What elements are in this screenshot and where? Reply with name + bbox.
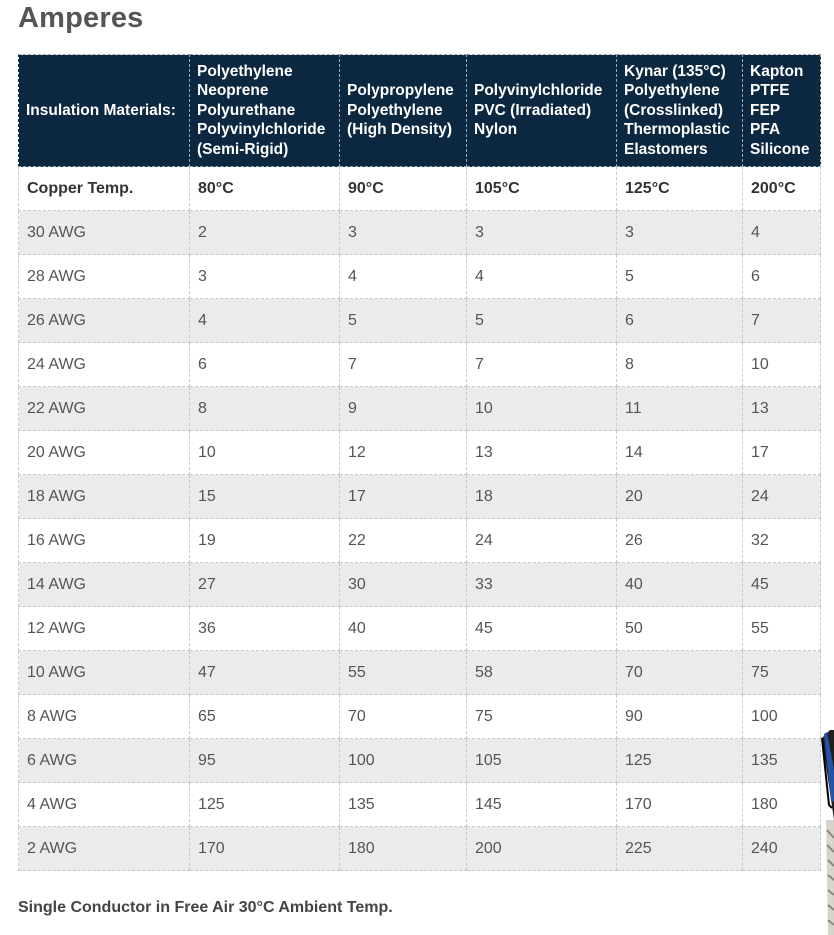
ampacity-cell: 22 (340, 519, 467, 563)
table-row (19, 519, 821, 563)
ampacity-cell: 10 (190, 431, 340, 475)
column-header-line: Polyethylene (197, 62, 293, 80)
ampacity-cell: 4 (467, 255, 617, 299)
wire-gauge-cell: 4 AWG (19, 783, 190, 827)
table-row (19, 343, 821, 387)
ampacity-cell: 33 (467, 563, 617, 607)
column-header (190, 55, 340, 167)
ampacity-cell: 13 (743, 387, 821, 431)
column-header-line: PTFE (750, 82, 790, 100)
copper-temp-value: 105°C (467, 167, 617, 211)
copper-temp-value: 80°C (190, 167, 340, 211)
ampacity-cell: 3 (617, 211, 743, 255)
table-row (19, 255, 821, 299)
column-header-line: Elastomers (624, 140, 708, 158)
ampacity-cell: 125 (190, 783, 340, 827)
ampacity-cell: 55 (340, 651, 467, 695)
ampacity-cell: 40 (617, 563, 743, 607)
copper-temp-value: 125°C (617, 167, 743, 211)
ampacity-cell: 70 (340, 695, 467, 739)
ampacity-cell: 125 (617, 739, 743, 783)
ampacity-cell: 55 (743, 607, 821, 651)
table-row (19, 739, 821, 783)
column-header-line: Neoprene (197, 82, 269, 100)
ampacity-cell: 8 (617, 343, 743, 387)
copper-temp-row (19, 167, 821, 211)
copper-temp-label: Copper Temp. (19, 167, 190, 211)
ampacity-cell: 170 (617, 783, 743, 827)
ampacity-cell: 3 (190, 255, 340, 299)
column-header-line: Polyvinylchloride (474, 82, 603, 100)
ampacity-cell: 20 (617, 475, 743, 519)
ampacity-cell: 36 (190, 607, 340, 651)
ampacity-cell: 17 (743, 431, 821, 475)
ampacity-cell: 145 (467, 783, 617, 827)
column-header (743, 55, 821, 167)
ampacity-cell: 65 (190, 695, 340, 739)
wire-gauge-cell: 28 AWG (19, 255, 190, 299)
ampacity-cell: 240 (743, 827, 821, 871)
table-row (19, 563, 821, 607)
ampacity-cell: 9 (340, 387, 467, 431)
table-row (19, 827, 821, 871)
ampacity-cell: 58 (467, 651, 617, 695)
ampacity-cell: 180 (743, 783, 821, 827)
wire-gauge-cell: 24 AWG (19, 343, 190, 387)
ampacity-cell: 45 (743, 563, 821, 607)
copper-temp-value: 200°C (743, 167, 821, 211)
ampacity-cell: 50 (617, 607, 743, 651)
ampacity-cell: 70 (617, 651, 743, 695)
ampacity-table (18, 54, 821, 871)
ampacity-cell: 26 (617, 519, 743, 563)
ampacity-cell: 5 (617, 255, 743, 299)
ampacity-cell: 100 (743, 695, 821, 739)
column-header-line: (High Density) (347, 121, 453, 139)
cable-bundle-image (816, 730, 834, 935)
ampacity-cell: 6 (617, 299, 743, 343)
wire-gauge-cell: 30 AWG (19, 211, 190, 255)
ampacity-cell: 47 (190, 651, 340, 695)
ampacity-cell: 7 (340, 343, 467, 387)
wire-gauge-cell: 22 AWG (19, 387, 190, 431)
ampacity-cell: 12 (340, 431, 467, 475)
ampacity-cell: 2 (190, 211, 340, 255)
ampacity-cell: 11 (617, 387, 743, 431)
ampacity-cell: 45 (467, 607, 617, 651)
table-row (19, 695, 821, 739)
wire-gauge-cell: 20 AWG (19, 431, 190, 475)
ampacity-cell: 170 (190, 827, 340, 871)
ampacity-cell: 6 (190, 343, 340, 387)
ampacity-cell: 200 (467, 827, 617, 871)
table-row (19, 299, 821, 343)
column-header-line: Thermoplastic (624, 121, 730, 139)
ampacity-cell: 180 (340, 827, 467, 871)
ampacity-cell: 14 (617, 431, 743, 475)
ampacity-cell: 225 (617, 827, 743, 871)
wire-gauge-cell: 16 AWG (19, 519, 190, 563)
column-header-line: PFA (750, 121, 781, 139)
column-header-line: Polyethylene (347, 101, 443, 119)
wire-gauge-cell: 26 AWG (19, 299, 190, 343)
table-header-row (19, 55, 821, 167)
ampacity-cell: 7 (743, 299, 821, 343)
ampacity-cell: 90 (617, 695, 743, 739)
ampacity-cell: 3 (467, 211, 617, 255)
column-header (617, 55, 743, 167)
ampacity-cell: 3 (340, 211, 467, 255)
table-row (19, 431, 821, 475)
ampacity-cell: 40 (340, 607, 467, 651)
table-row (19, 211, 821, 255)
ampacity-cell: 17 (340, 475, 467, 519)
ampacity-cell: 75 (467, 695, 617, 739)
column-header (467, 55, 617, 167)
ampacity-cell: 13 (467, 431, 617, 475)
column-header-line: Kapton (750, 62, 804, 80)
column-header-line: Silicone (750, 140, 810, 158)
column-header-line: Polypropylene (347, 82, 454, 100)
insulation-materials-header: Insulation Materials: (19, 55, 190, 167)
table-row (19, 783, 821, 827)
column-header-line: Nylon (474, 121, 518, 139)
ampacity-cell: 105 (467, 739, 617, 783)
table-row (19, 387, 821, 431)
ampacity-cell: 24 (743, 475, 821, 519)
page-title: Amperes (18, 2, 144, 34)
column-header-line: (Crosslinked) (624, 101, 724, 119)
column-header-line: FEP (750, 101, 781, 119)
table-row (19, 475, 821, 519)
ampacity-cell: 24 (467, 519, 617, 563)
ampacity-cell: 27 (190, 563, 340, 607)
wire-gauge-cell: 12 AWG (19, 607, 190, 651)
wire-gauge-cell: 10 AWG (19, 651, 190, 695)
column-header-line: PVC (Irradiated) (474, 101, 592, 119)
ampacity-cell: 6 (743, 255, 821, 299)
ampacity-cell: 15 (190, 475, 340, 519)
ampacity-cell: 4 (340, 255, 467, 299)
table-row (19, 607, 821, 651)
copper-temp-value: 90°C (340, 167, 467, 211)
ampacity-cell: 30 (340, 563, 467, 607)
ampacity-cell: 10 (467, 387, 617, 431)
ampacity-cell: 135 (743, 739, 821, 783)
ampacity-cell: 75 (743, 651, 821, 695)
ampacity-cell: 135 (340, 783, 467, 827)
wire-gauge-cell: 18 AWG (19, 475, 190, 519)
ampacity-cell: 8 (190, 387, 340, 431)
ampacity-cell: 4 (190, 299, 340, 343)
ampacity-cell: 7 (467, 343, 617, 387)
column-header (340, 55, 467, 167)
ampacity-cell: 5 (467, 299, 617, 343)
column-header-line: (Semi-Rigid) (197, 140, 289, 158)
ampacity-cell: 18 (467, 475, 617, 519)
wire-gauge-cell: 2 AWG (19, 827, 190, 871)
ampacity-cell: 10 (743, 343, 821, 387)
wire-gauge-cell: 14 AWG (19, 563, 190, 607)
ampacity-cell: 32 (743, 519, 821, 563)
ampacity-cell: 95 (190, 739, 340, 783)
ampacity-cell: 5 (340, 299, 467, 343)
wire-gauge-cell: 6 AWG (19, 739, 190, 783)
table-body (19, 167, 821, 871)
column-header-line: Polyurethane (197, 101, 296, 119)
ampacity-cell: 100 (340, 739, 467, 783)
ampacity-cell: 4 (743, 211, 821, 255)
ampacity-cell: 19 (190, 519, 340, 563)
table-footnote: Single Conductor in Free Air 30°C Ambient Temp. (18, 899, 393, 916)
column-header-line: Polyethylene (624, 82, 720, 100)
wire-gauge-cell: 8 AWG (19, 695, 190, 739)
column-header-line: Polyvinylchloride (197, 121, 326, 139)
column-header-line: Kynar (135°C) (624, 62, 726, 80)
table-row (19, 651, 821, 695)
